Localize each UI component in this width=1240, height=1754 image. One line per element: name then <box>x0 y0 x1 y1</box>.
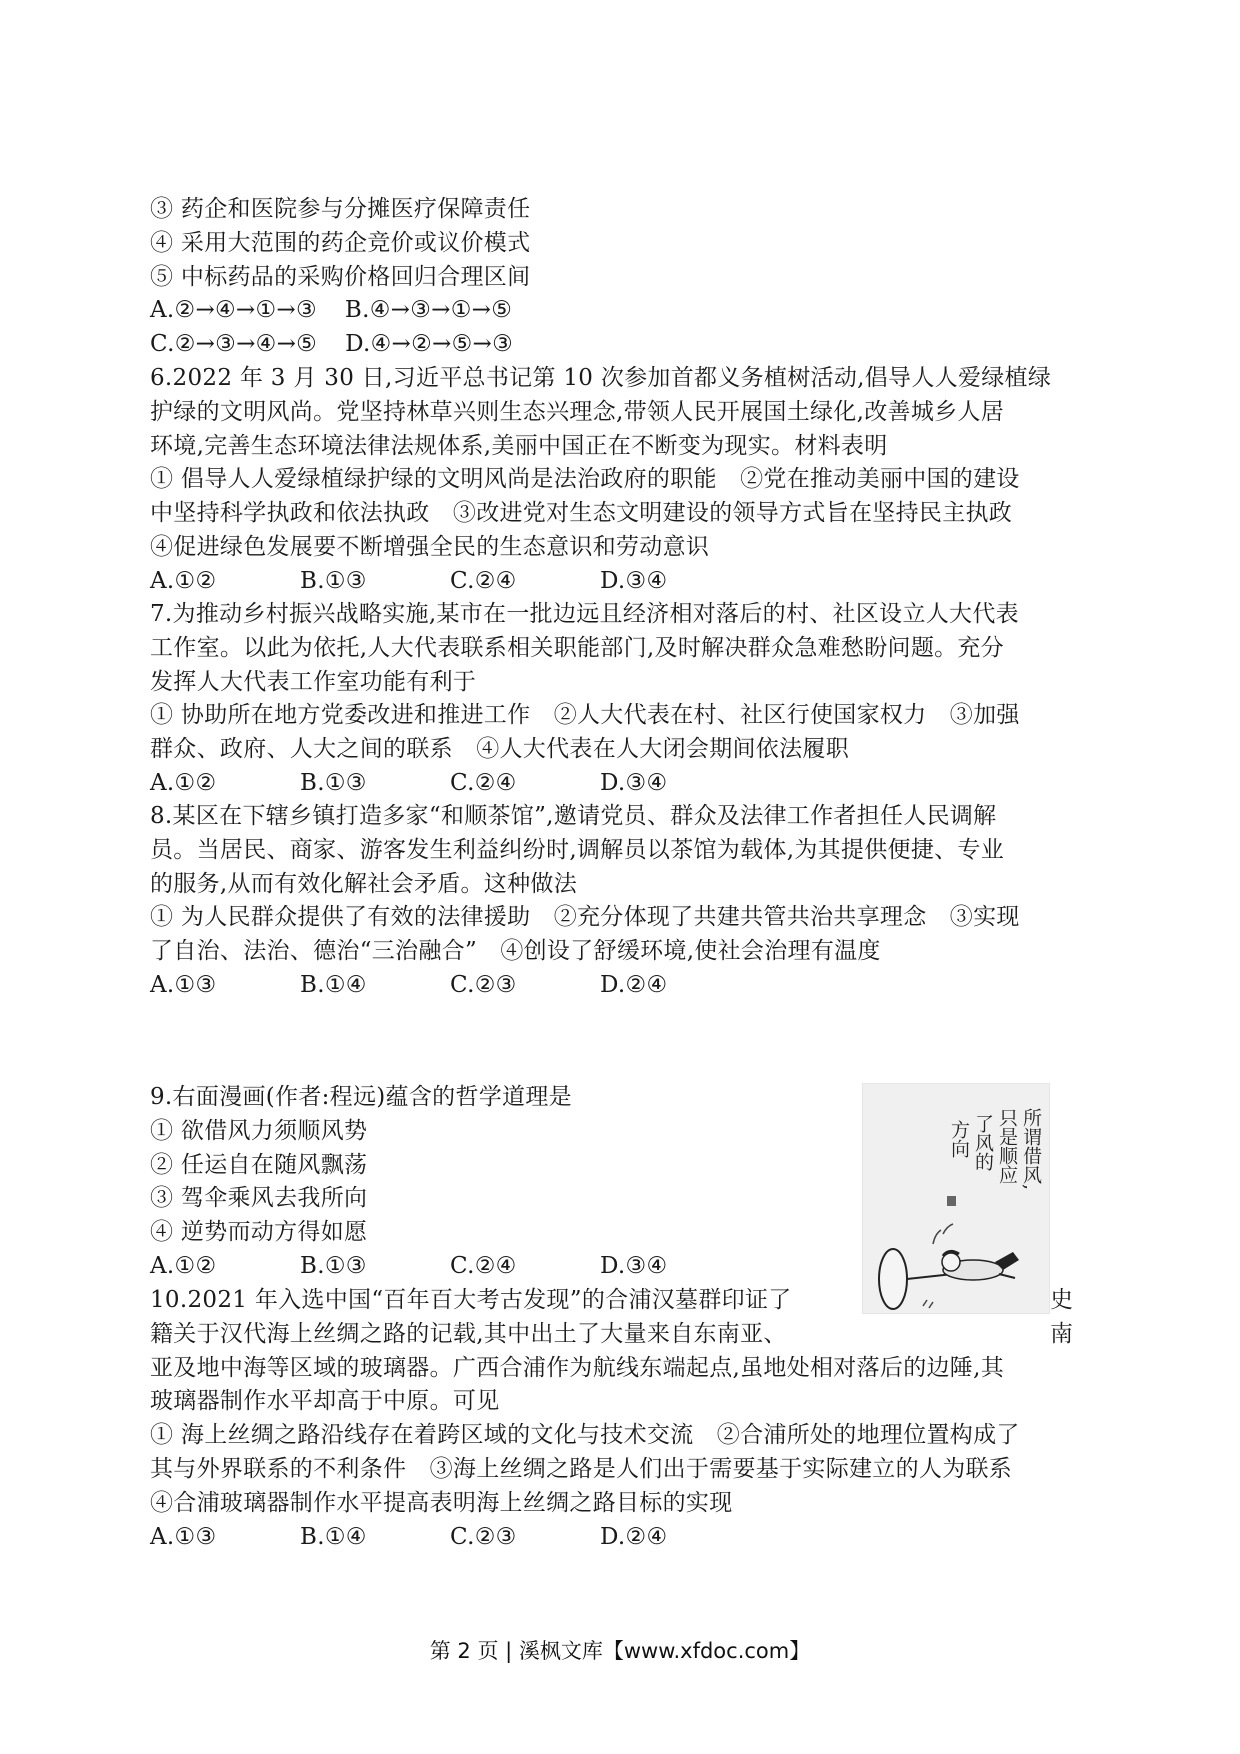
text-line: ① 海上丝绸之路沿线存在着跨区域的文化与技术交流 ②合浦所处的地理位置构成了 <box>150 1422 1020 1449</box>
cartoon-illustration <box>862 1083 1050 1314</box>
option-d: D.③④ <box>600 769 668 796</box>
text-line: 群众、政府、人大之间的联系 ④人大代表在人大闭会期间依法履职 <box>150 736 849 763</box>
text-line: ② 任运自在随风飘荡 <box>150 1151 368 1178</box>
text-segment: 10.2021 年入选中国“百年百大考古发现”的合浦汉墓群印证了 <box>150 1287 792 1313</box>
option-b: B.①③ <box>300 567 367 594</box>
text-line: ③ 驾伞乘风去我所向 <box>150 1185 368 1212</box>
text-line: 工作室。以此为依托,人大代表联系相关职能部门,及时解决群众急难愁盼问题。充分 <box>150 634 1005 661</box>
seal-stamp <box>947 1196 956 1206</box>
option-b: B.①③ <box>300 1252 367 1279</box>
text-line: 员。当居民、商家、游客发生利益纠纷时,调解员以茶馆为载体,为其提供便捷、专业 <box>150 836 1005 863</box>
text-line: ① 协助所在地方党委改进和推进工作 ②人大代表在村、社区行使国家权力 ③加强 <box>150 702 1020 729</box>
option-c: C.②→③→④→⑤ <box>150 331 318 358</box>
option-d: D.②④ <box>600 971 668 998</box>
option-b: B.①④ <box>300 1523 367 1550</box>
answer-options <box>150 294 1090 328</box>
cartoon-drawing <box>863 1084 1049 1313</box>
answer-options <box>150 1521 1090 1555</box>
caption-column: 只是顺应 <box>996 1108 1018 1184</box>
option-b: B.①③ <box>300 769 367 796</box>
text-line: 7.为推动乡村振兴战略实施,某市在一批边远且经济相对落后的村、社区设立人大代表 <box>150 601 1019 627</box>
umbrella-canopy <box>879 1249 907 1309</box>
option-c: C.②④ <box>450 769 517 796</box>
text-line: 玻璃器制作水平却高于中原。可见 <box>150 1388 500 1415</box>
option-a: A.②→④→①→③ <box>150 297 317 324</box>
option-d: D.②④ <box>600 1523 668 1550</box>
q5-continuation <box>150 193 1090 362</box>
text-line: 发挥人大代表工作室功能有利于 <box>150 668 477 695</box>
text-line: ① 倡导人人爱绿植绿护绿的文明风尚是法治政府的职能 ②党在推动美丽中国的建设 <box>150 466 1020 493</box>
text-line: 的服务,从而有效化解社会矛盾。这种做法 <box>150 870 578 897</box>
answer-options <box>150 565 1090 599</box>
text-line: ① 欲借风力须顺风势 <box>150 1117 368 1144</box>
option-a: A.①② <box>150 769 217 796</box>
question-8 <box>150 800 1090 1003</box>
option-a: A.①② <box>150 1252 217 1279</box>
option-a: A.①③ <box>150 971 217 998</box>
option-d: D.③④ <box>600 567 668 594</box>
text-line: 9.右面漫画(作者:程远)蕴含的哲学道理是 <box>150 1084 572 1110</box>
page-footer: 第 2 页 | 溪枫文库【www.xfdoc.com】 <box>429 1639 811 1663</box>
wind-line <box>933 1230 941 1244</box>
option-a: A.①③ <box>150 1523 217 1550</box>
text-line: ③ 药企和医院参与分摊医疗保障责任 <box>150 196 531 222</box>
option-a: A.①② <box>150 567 217 594</box>
text-line: 了自治、法治、德治“三治融合” ④创设了舒缓环境,使社会治理有温度 <box>150 938 881 965</box>
question-6 <box>150 362 1090 599</box>
question-10 <box>150 1284 1090 1554</box>
text-segment: 史 <box>1050 1287 1074 1313</box>
text-line: 6.2022 年 3 月 30 日,习近平总书记第 10 次参加首都义务植树活动,倡导人人爱绿植绿 <box>150 365 1052 391</box>
option-c: C.②③ <box>450 971 517 998</box>
text-line: 8.某区在下辖乡镇打造多家“和顺茶馆”,邀请党员、群众及法律工作者担任人民调解 <box>150 803 997 829</box>
person-foot <box>999 1274 1015 1278</box>
text-line: ④ 逆势而动方得如愿 <box>150 1219 368 1246</box>
answer-options <box>150 969 1090 1003</box>
text-line: ④促进绿色发展要不断增强全民的生态意识和劳动意识 <box>150 533 710 560</box>
caption-column: 方向 <box>948 1120 970 1158</box>
option-d: D.③④ <box>600 1252 668 1279</box>
text-line: ⑤ 中标药品的采购价格回归合理区间 <box>150 263 531 290</box>
option-c: C.②④ <box>450 567 517 594</box>
option-d: D.④→②→⑤→③ <box>345 331 514 358</box>
text-line: 亚及地中海等区域的玻璃器。广西合浦作为航线东端起点,虽地处相对落后的边陲,其 <box>150 1354 1005 1381</box>
option-b: B.④→③→①→⑤ <box>344 297 513 324</box>
text-segment: 南 <box>1050 1320 1074 1347</box>
question-7 <box>150 598 1090 801</box>
caption-column: 了风的 <box>972 1114 994 1171</box>
option-c: C.②③ <box>450 1523 517 1550</box>
answer-options <box>150 767 1090 801</box>
text-line: 中坚持科学执政和依法执政 ③改进党对生态文明建设的领导方式旨在坚持民主执政 <box>150 500 1013 527</box>
wind-line <box>943 1224 953 1234</box>
text-line: ④合浦玻璃器制作水平提高表明海上丝绸之路目标的实现 <box>150 1489 733 1516</box>
text-line: 其与外界联系的不利条件 ③海上丝绸之路是人们出于需要基于实际建立的人为联系 <box>150 1455 1013 1482</box>
text-line: 护绿的文明风尚。党坚持林草兴则生态兴理念,带领人民开展国土绿化,改善城乡人居 <box>150 398 1005 425</box>
answer-options <box>150 328 1090 362</box>
wind-line <box>923 1300 933 1308</box>
text-line <box>150 1318 1090 1352</box>
text-line: 环境,完善生态环境法律法规体系,美丽中国正在不断变为现实。材料表明 <box>150 432 888 459</box>
text-line: ① 为人民群众提供了有效的法律援助 ②充分体现了共建共管共治共享理念 ③实现 <box>150 904 1020 931</box>
text-segment: 籍关于汉代海上丝绸之路的记载,其中出土了大量来自东南亚、 <box>150 1320 787 1347</box>
option-b: B.①④ <box>300 971 367 998</box>
caption-column: 所谓借风, <box>1020 1108 1042 1191</box>
option-c: C.②④ <box>450 1252 517 1279</box>
text-line: ④ 采用大范围的药企竞价或议价模式 <box>150 229 531 256</box>
